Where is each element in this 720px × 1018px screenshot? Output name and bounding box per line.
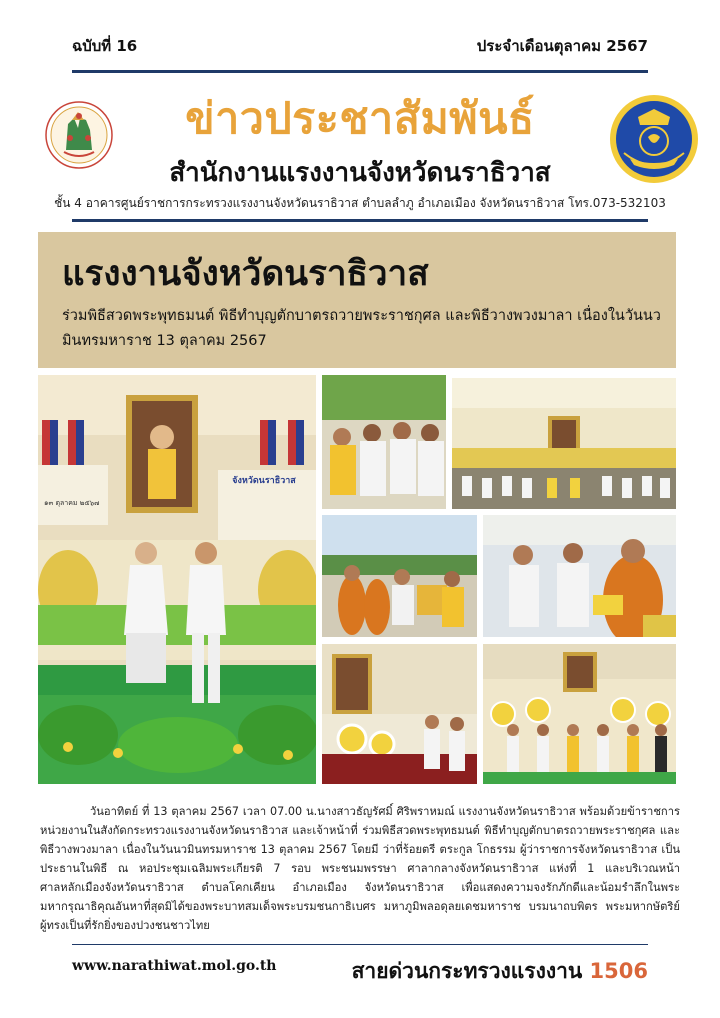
hotline-number: 1506	[589, 959, 648, 983]
issue-number: ฉบับที่ 16	[72, 37, 138, 55]
signboard-date: ๑๓ ตุลาคม ๒๕๖๗	[44, 499, 100, 507]
website-link[interactable]: www.narathiwat.mol.go.th	[72, 958, 277, 974]
photo-group-with-wreaths	[483, 644, 676, 784]
footer-divider	[72, 944, 648, 945]
hotline-label: สายด่วนกระทรวงแรงงาน	[351, 959, 583, 983]
labour-hotline	[352, 955, 648, 988]
photo-officials-at-portrait	[38, 375, 316, 784]
article-body: วันอาทิตย์ ที่ 13 ตุลาคม 2567 เวลา 07.00 น.นางสาวธัญรัศมิ์ ศิริพราหมณ์ แรงงานจังหวัดนราธิวาส พร้อมด้วยข้าราชการหน่วยงานในสังกัดกระทรวงแรงงานจังหวัดนราธิวาส และเจ้าหน้าที่ ร่วมพิธีสวดพระพุทธมนต์ พิธีทำบุญตักบาตรถวายพระราชกุศล และพิธีวางพวงมาลา เนื่องในวันนวมินทรมหาราช 13 ตุลาคม 2567 โดยมี ว่าที่ร้อยตรี ตระกูล โกธรรม ผู้ว่าราชการจังหวัดนราธิวาส เป็นประธานในพิธี ณ หอประชุมเฉลิมพระเกียรติ 7 รอบ พระชนมพรรษา ศาลากลางจังหวัดนราธิวาส แห่งที่ 1 และบริเวณหน้าศาลหลักเมืองจังหวัดนราธิวาส ตำบลโคกเคียน อำเภอเมือง จังหวัดนราธิวาส เพื่อแสดงความจงรักภักดีและน้อมรำลึกในพระมหากรุณาธิคุณอันหาที่สุดมิได้ของพระบาทสมเด็จพระบรมชนกาธิเบศร มหาภูมิพลอดุลยเดชมหาราช บรมนาถบพิตร พระมหากษัตริย์ผู้ทรงเป็นที่รักยิ่งของปวงชนชาวไทย	[40, 805, 680, 932]
photo-alms-giving	[322, 515, 477, 637]
photo-offering-to-monk	[483, 515, 676, 637]
office-address: ชั้น 4 อาคารศูนย์ราชการกระทรวงแรงงานจังหวัดนราธิวาส ตำบลลำภู อำเภอเมือง จังหวัดนราธิวาส โทร.073-532103	[54, 196, 666, 210]
headline-subtitle: ร่วมพิธีสวดพระพุทธมนต์ พิธีทำบุญตักบาตรถวายพระราชกุศล และพิธีวางพวงมาลา เนื่องในวันนวมินทรมหาราช 13 ตุลาคม 2567	[62, 308, 661, 349]
issue-month: ประจำเดือนตุลาคม 2567	[476, 37, 648, 55]
photo-guests-praying	[322, 375, 446, 509]
signboard-title: จังหวัดนราธิวาส	[232, 476, 296, 486]
office-name: สำนักงานแรงงานจังหวัดนราธิวาส	[169, 158, 551, 188]
newsletter-title: ข่าวประชาสัมพันธ์	[185, 94, 535, 144]
headline-title: แรงงานจังหวัดนราธิวาส	[62, 254, 429, 294]
headline-banner	[38, 232, 676, 368]
photo-hall-interior	[452, 378, 676, 509]
photo-wreath-laying-hall	[322, 644, 477, 784]
header-divider	[72, 70, 648, 73]
header-bottom-divider	[72, 219, 648, 222]
